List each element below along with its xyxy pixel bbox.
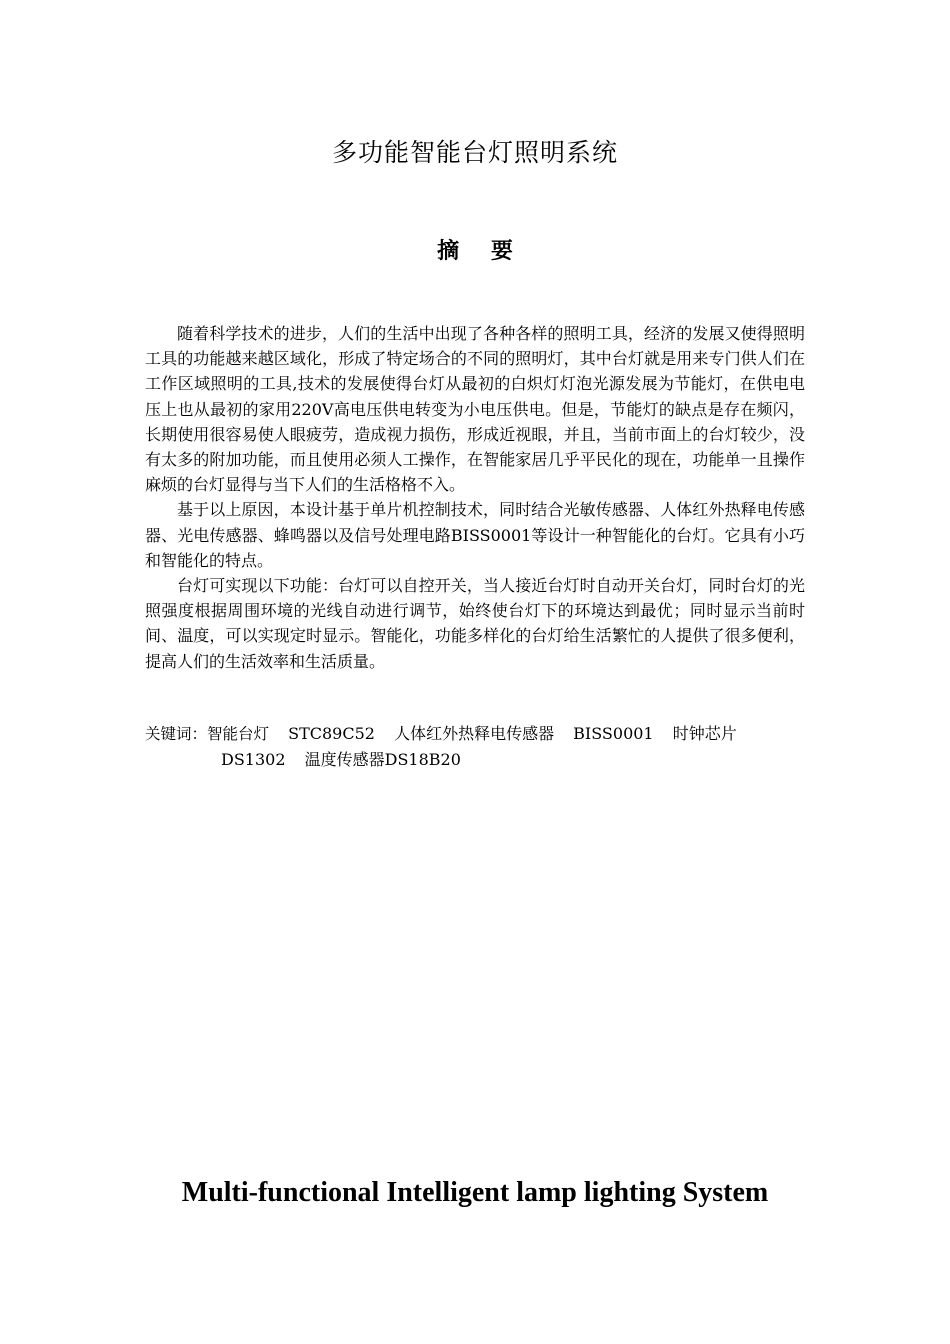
abstract-paragraph-2: 基于以上原因，本设计基于单片机控制技术，同时结合光敏传感器、人体红外热释电传感器、光电传感器、蜂鸣器以及信号处理电路BISS0001等设计一种智能化的台灯。它具有小巧和智能化的特点。 <box>145 500 805 570</box>
keywords-line-1 <box>145 721 805 747</box>
keyword: STC89C52 <box>288 724 375 743</box>
keyword: 温度传感器DS18B20 <box>304 750 461 769</box>
keywords-block <box>145 721 805 772</box>
keyword: 智能台灯 <box>207 725 270 743</box>
chinese-title: 多功能智能台灯照明系统 <box>331 138 618 167</box>
abstract-paragraph-3: 台灯可实现以下功能：台灯可以自控开关，当人接近台灯时自动开关台灯，同时台灯的光照强度根据周围环境的光线自动进行调节，始终使台灯下的环境达到最优；同时显示当前时间、温度，可以实现定时显示。智能化，功能多样化的台灯给生活繁忙的人提供了很多便利，提高人们的生活效率和生活质量。 <box>145 576 805 671</box>
keywords-line-2 <box>145 747 805 772</box>
english-title: Multi-functional Intelligent lamp lighting System <box>181 1177 769 1208</box>
abstract-body <box>145 321 805 674</box>
abstract-paragraph-1: 随着科学技术的进步，人们的生活中出现了各种各样的照明工具，经济的发展又使得照明工具的功能越来越区域化，形成了特定场合的不同的照明灯，其中台灯就是用来专门供人们在工作区域照明的工具,技术的发展使得台灯从最初的白炽灯灯泡光源发展为节能灯，在供电电压上也从最初的家用220V高电压供电转变为小电压供电。但是，节能灯的缺点是存在频闪，长期使用很容易使人眼疲劳，造成视力损伤，形成近视眼，并且，当前市面上的台灯较少，没有太多的附加功能，而且使用必须人工操作，在智能家居几乎平民化的现在，功能单一且操作麻烦的台灯显得与当下人们的生活格格不入。 <box>145 324 805 495</box>
keyword: 人体红外热释电传感器 <box>394 724 555 743</box>
abstract-heading: 摘 要 <box>437 239 525 264</box>
keyword: DS1302 <box>221 750 286 769</box>
keyword: BISS0001 <box>573 724 654 743</box>
keywords-label: 关键词： <box>145 725 208 743</box>
keyword: 时钟芯片 <box>672 724 737 743</box>
